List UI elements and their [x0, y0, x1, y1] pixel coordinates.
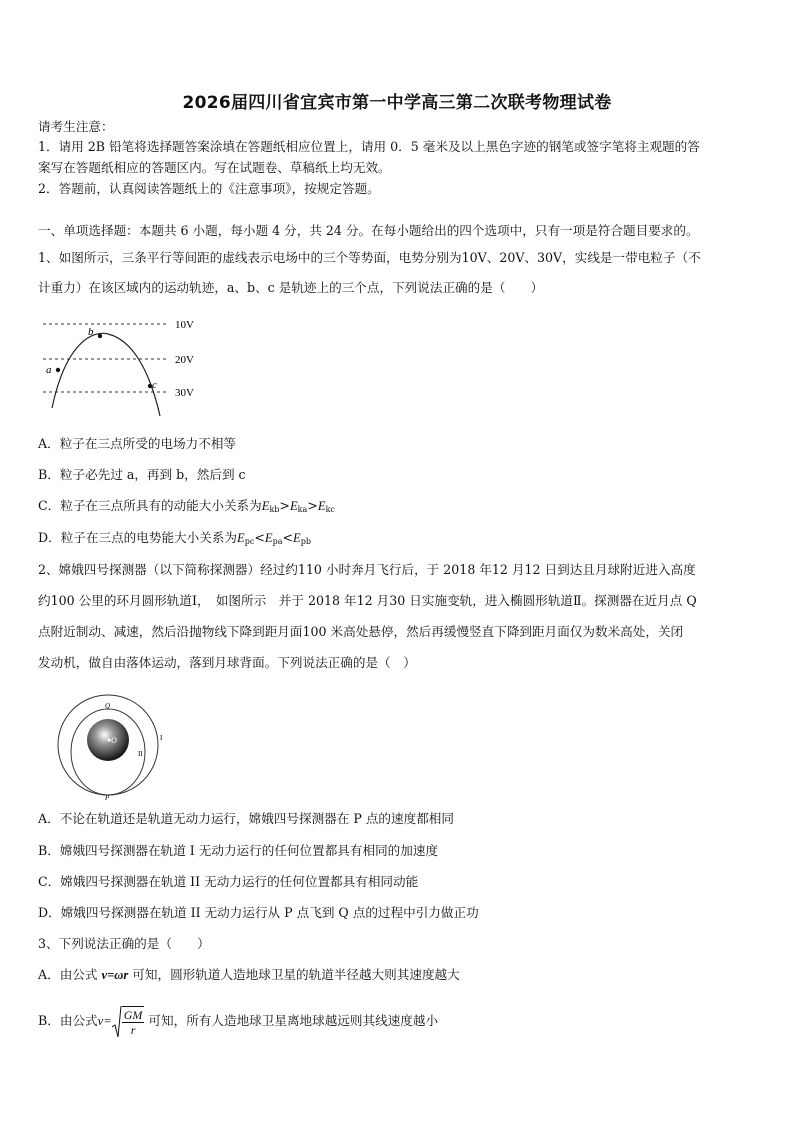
q1-stem-line1: 1、如图所示，三条平行等间距的虚线表示电场中的三个等势面，电势分别为10V、20V、30V，实线是一带电粒子（不 — [38, 250, 701, 265]
sqrt-sign-icon — [112, 1005, 122, 1039]
q1-option-c-text: C．粒子在三点所具有的动能大小关系为 — [38, 498, 262, 513]
q1-option-d: D．粒子在三点的电势能大小关系为$E_{pc}<E_{pa}<E_{pb}$ — [38, 530, 311, 546]
q2-stem-line2: 约100 公里的环月圆形轨道Ⅰ， 如图所示 并于 2018 年12 月30 日实施变轨，进入椭圆形轨道Ⅱ。探测器在近月点 Q — [38, 593, 697, 608]
q3-option-b-prefix: B．由公式 — [38, 1013, 98, 1028]
q3-stem: 3、下列说法正确的是（ ） — [38, 936, 210, 951]
point-a-label: a — [46, 364, 52, 376]
section-heading: 一、单项选择题：本题共 6 小题，每小题 4 分，共 24 分。在每小题给出的四个选项中，只有一项是符合题目要求的。 — [38, 223, 699, 238]
q1-option-d-text: D．粒子在三点的电势能大小关系为 — [38, 530, 238, 545]
q2-option-b: B．嫦娥四号探测器在轨道 I 无动力运行的任何位置都具有相同的加速度 — [38, 843, 439, 858]
trajectory-curve — [52, 333, 160, 416]
sqrt-formula — [112, 1004, 145, 1039]
q3-option-b-v: v= — [97, 1014, 112, 1028]
notice-item-1a: 1．请用 2B 铅笔将选择题答案涂填在答题纸相应位置上，请用 0．5 毫米及以上黑色字迹的钢笔或签字笔将主观题的答 — [38, 139, 700, 154]
q3-option-a-formula: v=ωr — [101, 968, 129, 982]
orbit-ii-label: II — [138, 750, 143, 758]
q2-option-d: D．嫦娥四号探测器在轨道 II 无动力运行从 P 点飞到 Q 点的过程中引力做正功 — [38, 905, 479, 920]
q3-option-a — [38, 966, 758, 984]
point-a-dot — [56, 368, 60, 372]
q2-option-c: C．嫦娥四号探测器在轨道 II 无动力运行的任何位置都具有相同动能 — [38, 874, 419, 889]
point-c-label: c — [152, 379, 157, 391]
notice-item-1b: 案写在答题纸相应的答题区内。写在试题卷、草稿纸上均无效。 — [38, 160, 391, 175]
q2-stem-line1: 2、嫦娥四号探测器（以下简称探测器）经过约110 小时奔月飞行后，于 2018 年12 月12 日到达且月球附近进入高度 — [38, 562, 696, 577]
notice-item-2: 2．答题前，认真阅读答题纸上的《注意事项》，按规定答题。 — [38, 181, 380, 196]
point-p-label: P — [105, 794, 110, 802]
q3-option-b — [38, 1004, 758, 1039]
q1-option-c: C．粒子在三点所具有的动能大小关系为$E_{kb}>E_{ka}>E_{kc}$ — [38, 498, 335, 514]
orbit-i-label: I — [160, 734, 163, 742]
center-o-label: O — [111, 736, 117, 745]
q1-option-b: B．粒子必先过 a，再到 b，然后到 c — [38, 467, 246, 482]
notice-heading: 请考生注意： — [38, 119, 114, 134]
q3-option-a-text: 可知，圆形轨道人造地球卫星的轨道半径越大则其速度越大 — [132, 967, 460, 982]
point-b-dot — [98, 334, 102, 338]
q1-option-a: A．粒子在三点所受的电场力不相等 — [38, 436, 237, 451]
label-20v: 20V — [175, 354, 194, 366]
point-b-label: b — [88, 326, 94, 338]
q3-option-b-text: 可知，所有人造地球卫星离地球越远则其线速度越小 — [148, 1013, 439, 1028]
label-30v: 30V — [175, 387, 194, 399]
page-title: 2026届四川省宜宾市第一中学高三第二次联考物理试卷 — [182, 93, 612, 113]
fraction-numerator: GM — [123, 1008, 143, 1023]
q2-stem-line3: 点附近制动、减速，然后沿抛物线下降到距月面100 米高处悬停，然后再缓慢竖直下降到距月面仅为数米高处，关闭 — [38, 624, 684, 639]
fraction-denominator: r — [130, 1023, 136, 1038]
q3-option-a-prefix: A．由公式 — [38, 967, 98, 982]
q1-stem-line2: 计重力）在该区域内的运动轨迹，a、b、c 是轨迹上的三个点，下列说法正确的是（ ） — [38, 280, 544, 295]
q2-figure — [52, 690, 172, 802]
q2-option-a: A．不论在轨道还是轨道无动力运行，嫦娥四号探测器在 P 点的速度都相同 — [38, 811, 454, 826]
q1-figure — [38, 312, 218, 422]
label-10v: 10V — [175, 319, 194, 331]
q2-stem-line4: 发动机，做自由落体运动，落到月球背面。下列说法正确的是（ ） — [38, 655, 416, 670]
point-q-label: Q — [105, 702, 111, 710]
